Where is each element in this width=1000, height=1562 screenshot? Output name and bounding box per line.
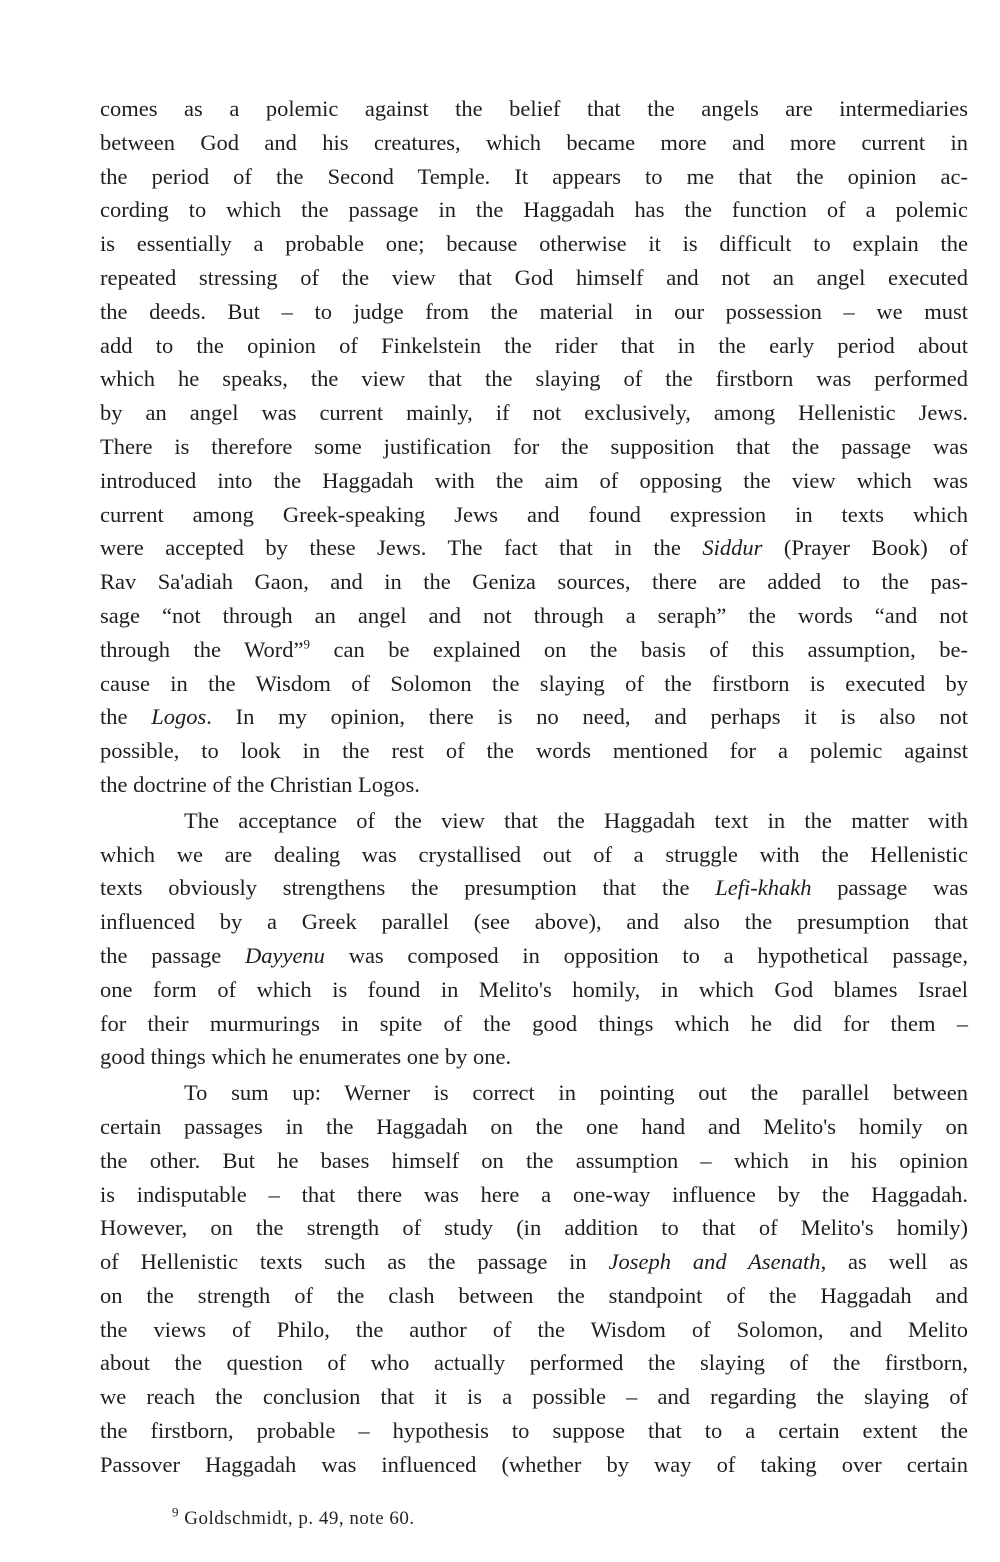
text-line: sage “not through an angel and not through a seraph” the words “and not bbox=[100, 602, 968, 628]
italic-term-logos: Logos bbox=[151, 704, 207, 730]
page-body bbox=[100, 92, 968, 1482]
text-line: the views of Philo, the author of the Wisdom of Solomon, and Melito bbox=[100, 1316, 968, 1342]
text-line: influenced by a Greek parallel (see above), and also the presumption that bbox=[100, 909, 968, 935]
text-line: of Hellenistic texts such as the passage in Joseph and Asenath, as well as bbox=[100, 1249, 968, 1275]
footnote-reference: 9 bbox=[303, 636, 310, 652]
text-line: good things which he enumerates one by one. bbox=[100, 1044, 512, 1070]
text-line: is essentially a probable one; because otherwise it is difficult to explain the bbox=[100, 231, 968, 257]
text-line: repeated stressing of the view that God himself and not an angel executed bbox=[100, 264, 968, 290]
text-line: for their murmurings in spite of the good things which he did for them – bbox=[100, 1010, 968, 1036]
italic-title-joseph-and-asenath: Joseph and Asenath bbox=[608, 1249, 821, 1275]
text-line: texts obviously strengthens the presumption that the Lefi-khakh passage was bbox=[100, 875, 968, 901]
text-line: the firstborn, probable – hypothesis to suppose that to a certain extent the bbox=[100, 1418, 968, 1444]
text-line: on the strength of the clash between the standpoint of the Haggadah and bbox=[100, 1282, 968, 1308]
paragraph-2 bbox=[100, 804, 968, 1074]
text-line: cause in the Wisdom of Solomon the slaying of the firstborn is executed by bbox=[100, 670, 968, 696]
text-line: the passage Dayyenu was composed in opposition to a hypothetical passage, bbox=[100, 942, 968, 968]
text-line: one form of which is found in Melito's homily, in which God blames Israel bbox=[100, 976, 968, 1002]
text-line: the other. But he bases himself on the assumption – which in his opinion bbox=[100, 1147, 968, 1173]
paragraph-1 bbox=[100, 92, 968, 802]
text-line: about the question of who actually performed the slaying of the firstborn, bbox=[100, 1350, 968, 1376]
text-line: certain passages in the Haggadah on the one hand and Melito's homily on bbox=[100, 1113, 968, 1139]
text-line: by an angel was current mainly, if not exclusively, among Hellenistic Jews. bbox=[100, 400, 968, 426]
text-line: To sum up: Werner is correct in pointing out the parallel between bbox=[184, 1080, 968, 1106]
text-line: the Logos. In my opinion, there is no need, and perhaps it is also not bbox=[100, 704, 968, 730]
text-line: possible, to look in the rest of the words mentioned for a polemic against bbox=[100, 738, 968, 764]
text-line: There is therefore some justification for the supposition that the passage was bbox=[100, 433, 968, 459]
text-line: cording to which the passage in the Haggadah has the function of a polemic bbox=[100, 197, 968, 223]
text-line: add to the opinion of Finkelstein the rider that in the early period about bbox=[100, 332, 968, 358]
italic-term-dayyenu: Dayyenu bbox=[244, 942, 325, 968]
footnote bbox=[172, 1504, 415, 1530]
paragraph-3 bbox=[100, 1076, 968, 1482]
text-line: which we are dealing was crystallised out of a struggle with the Hellenistic bbox=[100, 841, 968, 867]
text-line: Passover Haggadah was influenced (whether by way of taking over certain bbox=[100, 1451, 968, 1477]
text-line: is indisputable – that there was here a one-way influence by the Haggadah. bbox=[100, 1181, 968, 1207]
text-line: However, on the strength of study (in addition to that of Melito's homily) bbox=[100, 1215, 968, 1241]
text-line: which he speaks, the view that the slaying of the firstborn was performed bbox=[100, 366, 968, 392]
italic-title-siddur: Siddur bbox=[702, 535, 763, 561]
text-line: The acceptance of the view that the Haggadah text in the matter with bbox=[184, 807, 968, 833]
text-line: current among Greek-speaking Jews and found expression in texts which bbox=[100, 501, 968, 527]
italic-term-lefi-khakh: Lefi-khakh bbox=[715, 875, 812, 901]
text-line: the period of the Second Temple. It appears to me that the opinion ac- bbox=[100, 163, 968, 189]
text-line: introduced into the Haggadah with the aim of opposing the view which was bbox=[100, 467, 968, 493]
text-line: the doctrine of the Christian Logos. bbox=[100, 771, 420, 797]
footnote-marker: 9 bbox=[172, 1504, 179, 1520]
text-line: we reach the conclusion that it is a possible – and regarding the slaying of bbox=[100, 1384, 968, 1410]
text-line: between God and his creatures, which became more and more current in bbox=[100, 129, 968, 155]
text-line: were accepted by these Jews. The fact that in the Siddur (Prayer Book) of bbox=[100, 535, 968, 561]
text-line: the deeds. But – to judge from the material in our possession – we must bbox=[100, 298, 968, 324]
text-line: through the Word”$^9$ can be explained on the basis of this assumption, be- bbox=[100, 636, 968, 662]
text-line: comes as a polemic against the belief that the angels are intermediaries bbox=[100, 96, 968, 121]
footnote-text: Goldschmidt, p. 49, note 60. bbox=[184, 1508, 415, 1529]
text-line: Rav Sa'adiah Gaon, and in the Geniza sources, there are added to the pas- bbox=[100, 569, 968, 595]
